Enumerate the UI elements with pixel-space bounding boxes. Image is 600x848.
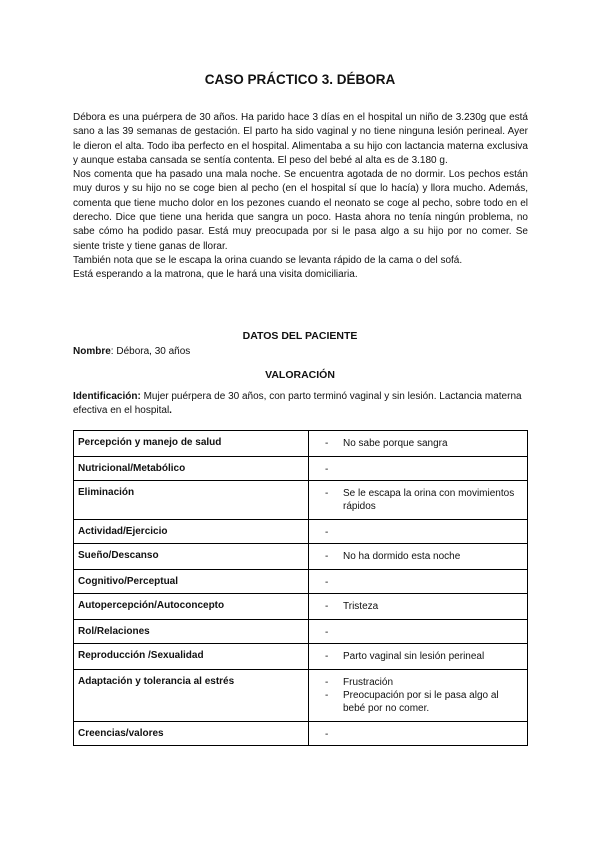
pattern-findings — [309, 481, 528, 520]
table-row — [74, 544, 528, 570]
table-row — [74, 620, 528, 644]
table-row — [74, 431, 528, 457]
table-row — [74, 670, 528, 722]
table-row — [74, 594, 528, 620]
identification-label: Identificación: — [73, 391, 141, 402]
pattern-findings — [309, 520, 528, 544]
patient-name-value: : Débora, 30 años — [110, 346, 191, 357]
findings-list — [323, 676, 523, 715]
patient-name-line — [73, 345, 528, 359]
pattern-findings — [309, 544, 528, 570]
document-title: CASO PRÁCTICO 3. DÉBORA — [204, 72, 396, 87]
findings-list — [323, 650, 523, 663]
pattern-category: Reproducción /Sexualidad — [74, 644, 309, 670]
pattern-findings — [309, 457, 528, 481]
patient-name-label: Nombre — [73, 346, 111, 357]
finding-item: - Se le escapa la orina con movimientos rápidos — [323, 487, 523, 513]
table-row — [74, 570, 528, 594]
pattern-category: Rol/Relaciones — [74, 620, 309, 644]
findings-list — [323, 600, 523, 613]
pattern-findings — [309, 431, 528, 457]
case-paragraph: Está esperando a la matrona, que le hará una visita domiciliaria. — [73, 269, 358, 281]
case-paragraph: Nos comenta que ha pasado una mala noche. Se encuentra agotada de no dormir. Los pechos están muy duros y su hijo no se coge bien al pecho (en el hospital sí que lo hacía) y llora mucho. Además, comenta que tiene mucho dolor en los pezones cuando el neonato se coge al pecho, sobre todo en el derecho. Dice que tiene una herida que sangra un poco. Hasta ahora no tenía ningún problema, no sabe cómo ha podido pasar. Está muy preocupada por si le pasa algo a su hijo por no comer. Se siente triste y tiene ganas de llorar. — [73, 169, 528, 252]
patient-data-heading: DATOS DEL PACIENTE — [242, 330, 358, 342]
pattern-category: Cognitivo/Perceptual — [74, 570, 309, 594]
identification-text: Mujer puérpera de 30 años, con parto terminó vaginal y sin lesión. Lactancia materna efectiva en el hospital — [73, 391, 522, 416]
identification-line — [73, 390, 528, 418]
pattern-findings — [309, 722, 528, 746]
finding-item: - No sabe porque sangra — [323, 437, 523, 450]
pattern-category: Eliminación — [74, 481, 309, 520]
pattern-findings — [309, 670, 528, 722]
finding-item: - Preocupación por si le pasa algo al bebé por no comer. — [323, 689, 523, 715]
identification-end: . — [169, 405, 172, 416]
finding-item: - Parto vaginal sin lesión perineal — [323, 650, 523, 663]
assessment-heading: VALORACIÓN — [265, 369, 335, 381]
pattern-category: Percepción y manejo de salud — [74, 431, 309, 457]
pattern-category: Sueño/Descanso — [74, 544, 309, 570]
case-paragraph: También nota que se le escapa la orina cuando se levanta rápido de la cama o del sofá. — [73, 254, 463, 266]
case-description — [73, 111, 528, 283]
findings-list — [323, 437, 523, 450]
finding-item: - Tristeza — [323, 600, 523, 613]
pattern-findings — [309, 594, 528, 620]
pattern-findings — [309, 620, 528, 644]
pattern-category: Actividad/Ejercicio — [74, 520, 309, 544]
pattern-category: Nutricional/Metabólico — [74, 457, 309, 481]
table-row — [74, 644, 528, 670]
case-paragraph: Débora es una puérpera de 30 años. Ha parido hace 3 días en el hospital un niño de 3.230g que está sano a las 39 semanas de gestación. El parto ha sido vaginal y no tiene ninguna lesión perineal. Ayer le dieron el alta. Todo iba perfecto en el hospital. Alimentaba a su hijo con lactancia materna exclusiva y aunque estaba cansada se sentía contenta. El peso del bebé al alta es de 3.180 g. — [73, 112, 528, 166]
pattern-category: Autopercepción/Autoconcepto — [74, 594, 309, 620]
table-row — [74, 457, 528, 481]
assessment-table — [73, 430, 528, 746]
pattern-category: Creencias/valores — [74, 722, 309, 746]
table-row — [74, 722, 528, 746]
pattern-findings — [309, 644, 528, 670]
findings-list — [323, 550, 523, 563]
finding-item: - No ha dormido esta noche — [323, 550, 523, 563]
finding-item: - Frustración — [323, 676, 523, 689]
findings-list — [323, 487, 523, 513]
table-row — [74, 520, 528, 544]
table-row — [74, 481, 528, 520]
pattern-category: Adaptación y tolerancia al estrés — [74, 670, 309, 722]
pattern-findings — [309, 570, 528, 594]
